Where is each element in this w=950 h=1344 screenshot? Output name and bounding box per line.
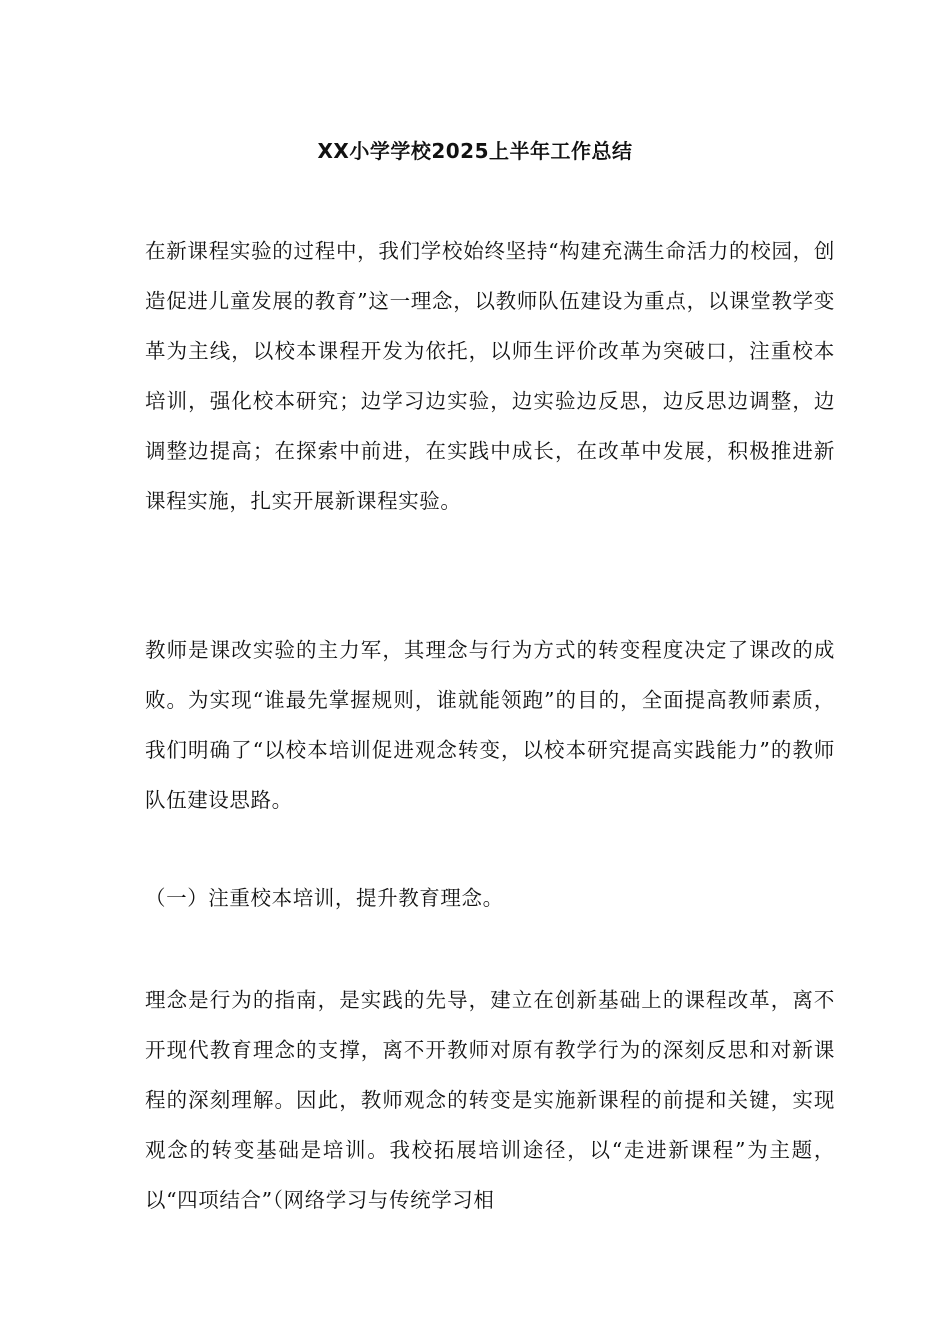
paragraph-intro: 在新课程实验的过程中，我们学校始终坚持“构建充满生命活力的校园，创造促进儿童发展的教育”这一理念，以教师队伍建设为重点，以课堂教学变革为主线，以校本课程开发为依托，以师生评价改革为突破口，注重校本培训，强化校本研究；边学习边实验，边实验边反思，边反思边调整，边调整边提高；在探索中前进，在实践中成长，在改革中发展，积极推进新课程实施，扎实开展新课程实验。 [145,239,835,513]
section-heading-1: （一）注重校本培训，提升教育理念。 [145,886,504,910]
paragraph-teachers: 教师是课改实验的主力军，其理念与行为方式的转变程度决定了课改的成败。为实现“谁最先掌握规则，谁就能领跑”的目的，全面提高教师素质，我们明确了“以校本培训促进观念转变，以校本研究提高实践能力”的教师队伍建设思路。 [145,638,835,812]
document-title: XX小学学校2025上半年工作总结 [317,139,633,163]
paragraph-training: 理念是行为的指南，是实践的先导，建立在创新基础上的课程改革，离不开现代教育理念的支撑，离不开教师对原有教学行为的深刻反思和对新课程的深刻理解。因此，教师观念的转变是实施新课程的前提和关键，实现观念的转变基础是培训。我校拓展培训途径，以“走进新课程”为主题，以“四项结合”（网络学习与传统学习相 [145,988,835,1212]
